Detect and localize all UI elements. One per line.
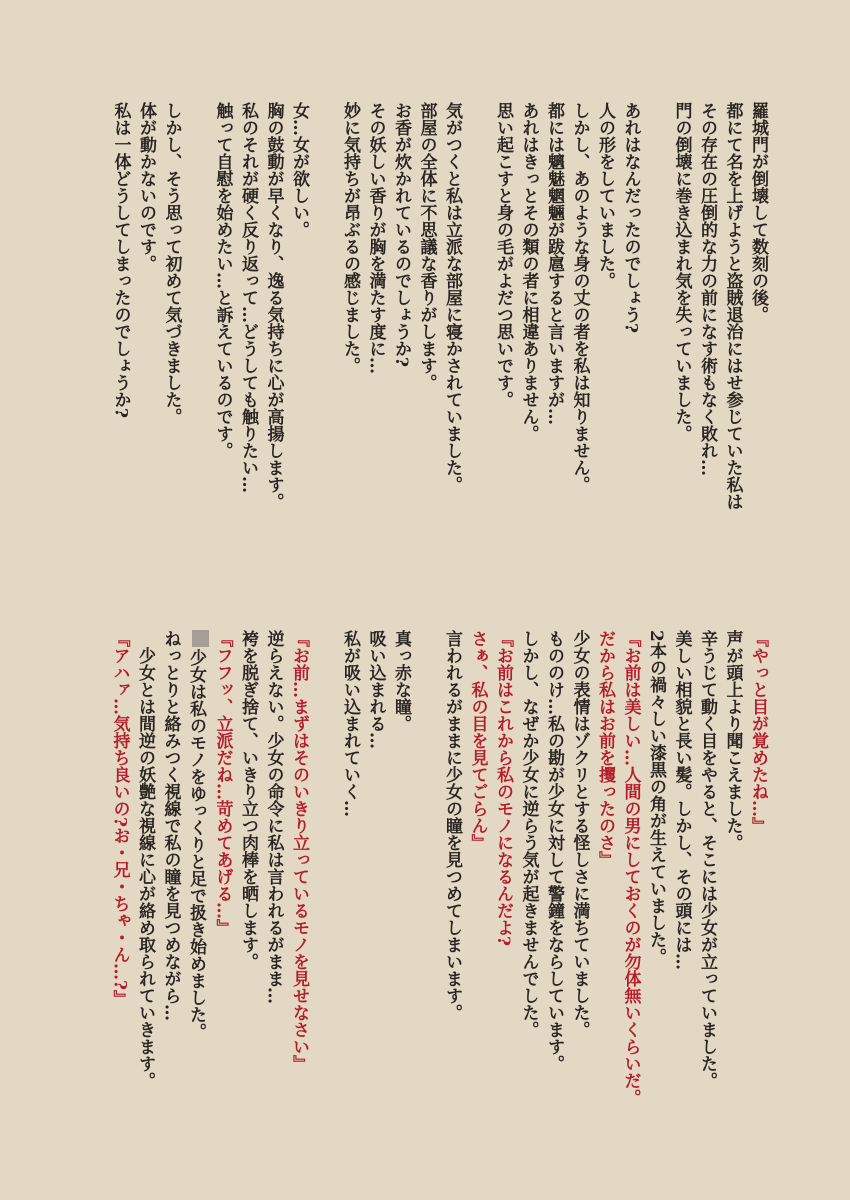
text-line	[592, 102, 618, 510]
narrative-block-bottom	[106, 630, 770, 1106]
text-line	[566, 102, 592, 510]
line-text: 体が動かないのです。	[136, 102, 156, 272]
paragraph-gap	[184, 102, 210, 510]
text-line	[183, 630, 210, 1106]
text-line	[260, 102, 286, 510]
text-line	[515, 630, 541, 1106]
line-text: 都にて名を上げようと盗賊退治にはせ参じていた私は	[722, 102, 743, 510]
text-line	[617, 102, 643, 510]
paragraph-gap	[643, 102, 669, 510]
text-line	[668, 102, 694, 510]
text-line	[337, 630, 363, 1106]
line-text: 人の形をしていました。	[595, 102, 615, 289]
line-text: お香が炊かれているのでしょうか?	[391, 102, 411, 367]
text-line	[643, 630, 669, 1106]
text-line	[745, 630, 771, 1106]
text-line	[745, 102, 771, 510]
text-line	[668, 630, 694, 1106]
line-text: もののけ…私の勘が少女に対して警鐘をならしています。	[544, 630, 564, 1072]
line-text: 言われるがままに少女の瞳を見つめてしまいます。	[442, 630, 462, 1021]
paragraph-gap	[311, 630, 337, 1106]
text-line	[719, 102, 745, 510]
line-text: 『フフッ、立派だね…苛めてあげる…』	[212, 630, 233, 936]
text-line	[592, 630, 618, 1106]
text-line	[132, 630, 158, 1106]
line-text: その存在の圧倒的な力の前になす術もなく敗れ…	[697, 102, 717, 476]
line-text: 胸の鼓動が早くなり、逸る気持ちに心が高揚します。	[263, 102, 284, 510]
text-line	[694, 630, 720, 1106]
text-line	[235, 630, 261, 1106]
gray-marker	[192, 630, 209, 647]
text-line	[490, 102, 516, 510]
line-text: 辛うじて動く目をやると、そこには少女が立っていました。	[697, 630, 717, 1089]
text-line	[362, 102, 388, 510]
line-text: 門の倒壊に巻き込まれ気を失っていました。	[671, 102, 692, 442]
line-text: しかし、そう思って初めて気づきました。	[161, 102, 182, 425]
line-text: 妙に気持ちが昂ぶるの感じました。	[340, 102, 360, 374]
text-line	[235, 102, 261, 510]
line-text: 思い起こすと身の毛がよだつ思いです。	[493, 102, 513, 408]
text-line	[107, 102, 133, 510]
line-text: 気がつくと私は立派な部屋に寝かされていました。	[442, 102, 462, 493]
narrative-block-top	[107, 102, 770, 510]
text-line	[106, 630, 132, 1106]
line-text: あれはなんだったのでしょう?	[620, 102, 641, 333]
line-text: 『お前はこれから私のモノになるんだよ?	[493, 630, 513, 946]
text-line	[388, 102, 414, 510]
line-text: 少女は私のモノをゆっくりと足で扱き始めました。	[186, 649, 206, 1040]
line-text: 私が吸い込まれていく…	[340, 630, 360, 817]
text-line	[388, 630, 414, 1106]
text-line	[157, 630, 183, 1106]
line-text: 『やっと目が覚めたね…』	[748, 630, 768, 834]
text-line	[260, 630, 286, 1106]
text-line	[286, 630, 312, 1106]
line-text: だから私はお前を攫ったのさ』	[595, 630, 615, 868]
text-line	[209, 102, 235, 510]
line-text: しかし、あのような身の丈の者を私は知りません。	[569, 102, 590, 493]
line-text: ねっとりと絡みつく視線で私の瞳を見つめながら…	[160, 630, 181, 1021]
line-text: 逆らえない。少女の命令に私は言われるがまま…	[263, 630, 284, 1004]
text-line	[694, 102, 720, 510]
text-line	[209, 630, 235, 1106]
line-text: 2本の禍々しい漆黒の角が生えていました。	[646, 630, 666, 965]
text-line	[617, 630, 643, 1106]
line-text: あれはきっとその類の者に相違ありません。	[518, 102, 539, 442]
text-line	[413, 102, 439, 510]
text-line	[541, 102, 567, 510]
line-text: 少女の表情はゾクリとする怪しさに満ちていました。	[569, 630, 590, 1038]
line-text: 真っ赤な瞳。	[391, 630, 411, 732]
line-text: その妖しい香りが胸を満たす度に…	[365, 102, 386, 374]
line-text: 袴を脱ぎ捨て、いきり立つ肉棒を晒します。	[238, 630, 258, 970]
paragraph-gap	[413, 630, 439, 1106]
line-text: 『アハァ…気持ち良いの?お・兄・ちゃ・ん…?』	[109, 630, 130, 1007]
text-line	[158, 102, 184, 510]
line-text: さぁ、私の目を見てごらん』	[467, 630, 488, 851]
text-line	[515, 102, 541, 510]
line-text: 私は一体どうしてしまったのでしょうか?	[110, 102, 131, 418]
line-text: 吸い込まれる…	[365, 630, 386, 749]
text-line	[439, 630, 465, 1106]
line-text: 女…女が欲しい。	[289, 102, 309, 238]
text-line	[337, 102, 363, 510]
line-text: 触って自慰を始めたい…と訴えているのです。	[212, 102, 233, 459]
line-text: 声が頭上より聞こえました。	[722, 630, 743, 851]
line-text: 私のそれが硬く反り返って…どうしても触りたい…	[238, 102, 258, 493]
text-line	[133, 102, 159, 510]
line-text: 『お前…まずはそのいきり立っているモノを見せなさい』	[289, 630, 309, 1072]
text-line	[719, 630, 745, 1106]
line-text: 都には魑魅魍魎が跋扈すると言いますが…	[544, 102, 564, 425]
line-text: 美しい相貌と長い髪。しかし、その頭には…	[671, 630, 692, 970]
paragraph-gap	[311, 102, 337, 510]
line-text: しかし、なぜか少女に逆らう気が起きませんでした。	[518, 630, 539, 1038]
text-line	[566, 630, 592, 1106]
text-line	[286, 102, 312, 510]
line-text: 羅城門が倒壊して数刻の後。	[748, 102, 768, 323]
line-text: 少女とは間逆の妖艶な視線に心が絡め取られていきます。	[135, 647, 155, 1089]
text-line	[439, 102, 465, 510]
line-text: 部屋の全体に不思議な香りがします。	[416, 102, 437, 391]
text-line	[490, 630, 516, 1106]
line-text: 『お前は美しい…人間の男にしておくのが勿体無いくらいだ。	[620, 630, 641, 1106]
paragraph-gap	[464, 102, 490, 510]
text-line	[464, 630, 490, 1106]
text-line	[362, 630, 388, 1106]
text-line	[541, 630, 567, 1106]
